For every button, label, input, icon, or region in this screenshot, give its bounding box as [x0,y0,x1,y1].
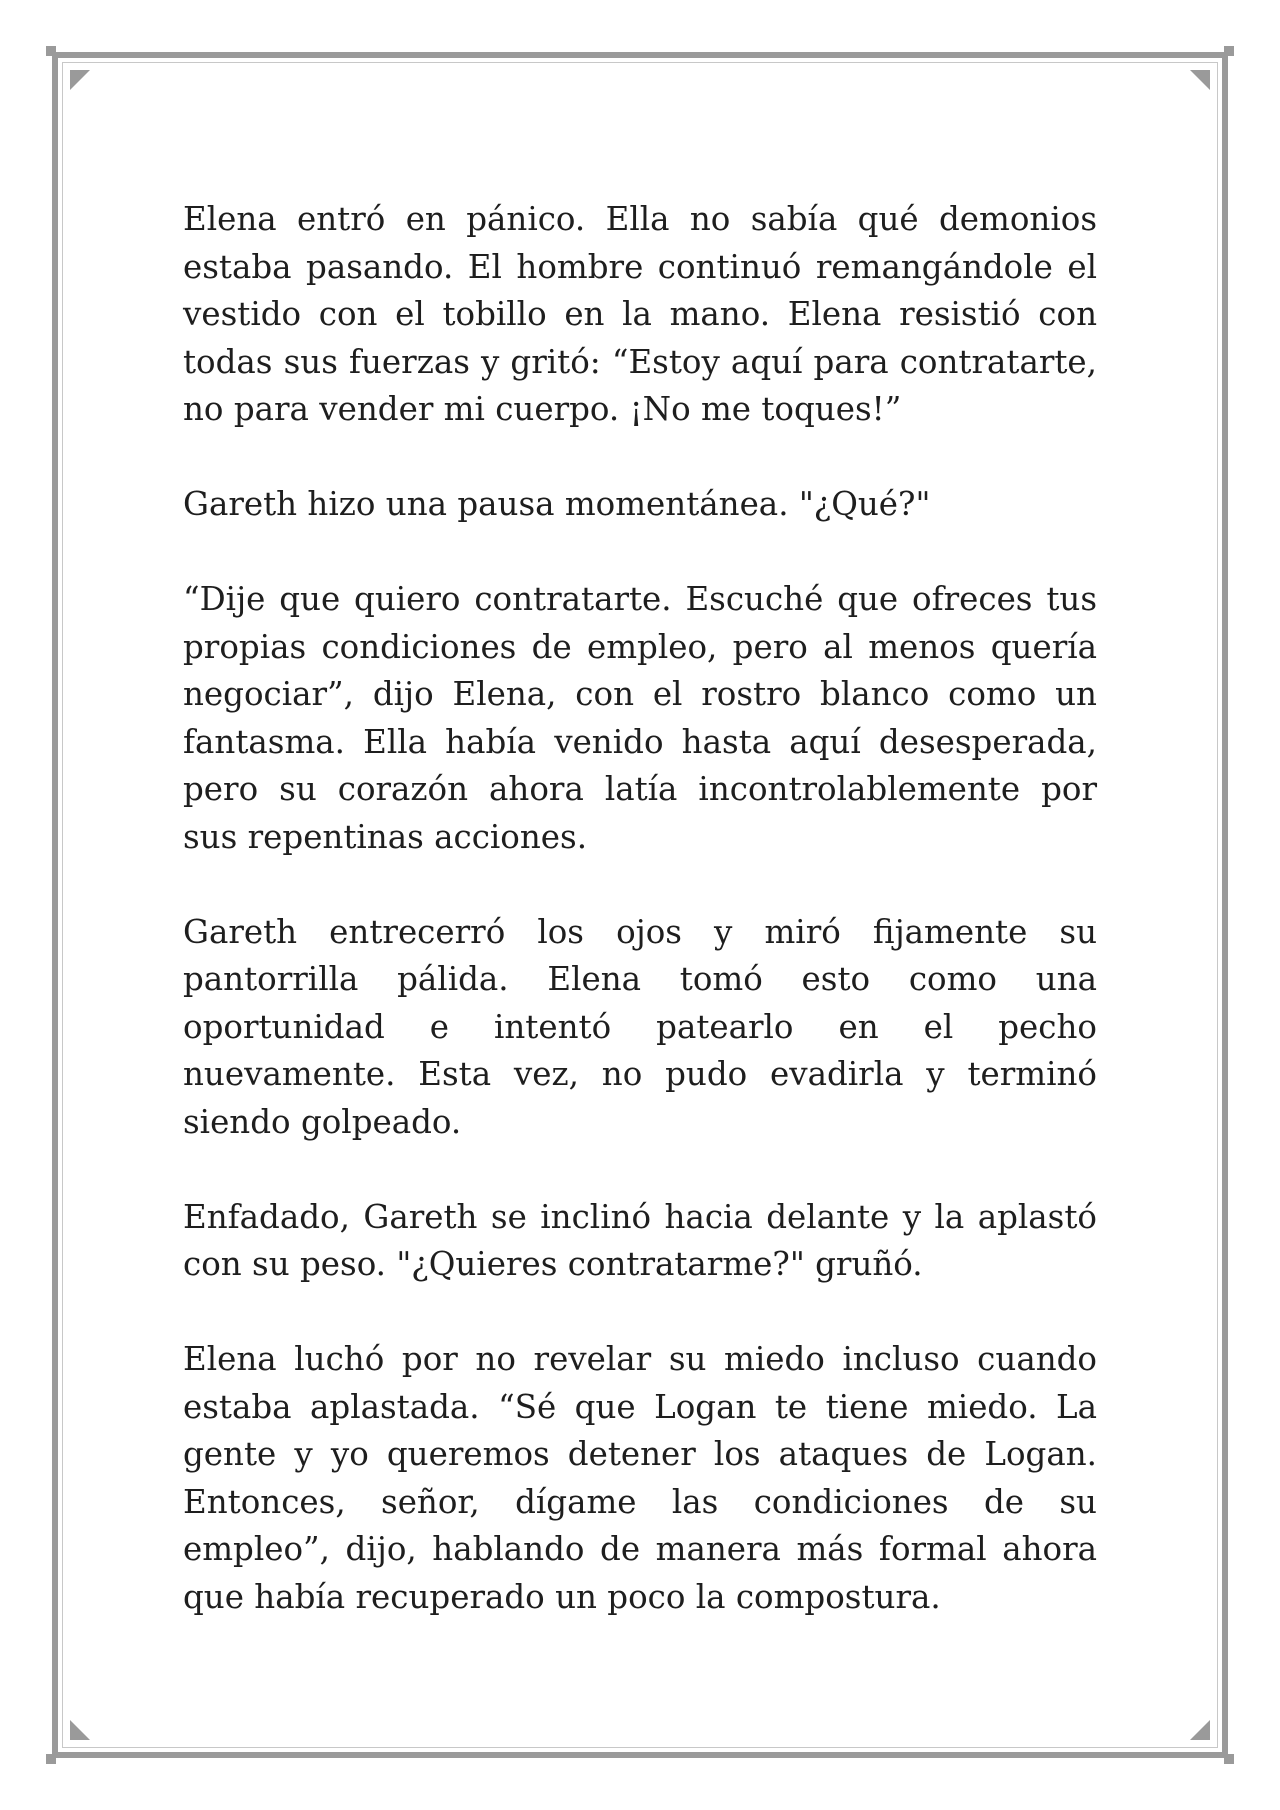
corner-triangle-bottom-right [1190,1720,1210,1740]
corner-triangle-top-right [1190,70,1210,90]
corner-ornament-bottom-left [46,1754,56,1764]
paragraph: Enfadado, Gareth se inclinó hacia delante y la aplastó con su peso. "¿Quieres contratarme?" gruñó. [183,1197,1097,1283]
corner-triangle-bottom-left [70,1720,90,1740]
paragraph: “Dije que quiero contratarte. Escuché que ofreces tus propias condiciones de empleo, pero al menos quería negociar”, dijo Elena, con el rostro blanco como un fantasma. Ella había venido hasta aquí desesperada, pero su corazón ahora latía incontrolablemente por sus repentinas acciones. [183,580,1097,856]
corner-ornament-top-left [46,46,56,56]
body-text [183,196,1097,1669]
corner-triangle-top-left [70,70,90,90]
corner-ornament-top-right [1224,46,1234,56]
paragraph: Gareth hizo una pausa momentánea. "¿Qué?" [183,485,931,523]
corner-ornament-bottom-right [1224,1754,1234,1764]
paragraph: Elena entró en pánico. Ella no sabía qué demonios estaba pasando. El hombre continuó remangándole el vestido con el tobillo en la mano. Elena resistió con todas sus fuerzas y gritó: “Estoy aquí para contratarte, no para vender mi cuerpo. ¡No me toques!” [183,200,1097,428]
paragraph: Elena luchó por no revelar su miedo incluso cuando estaba aplastada. “Sé que Logan te tiene miedo. La gente y yo queremos detener los ataques de Logan. Entonces, señor, dígame las condiciones de su empleo”, dijo, hablando de manera más formal ahora que había recuperado un poco la compostura. [183,1340,1097,1616]
paragraph: Gareth entrecerró los ojos y miró fijamente su pantorrilla pálida. Elena tomó esto como una oportunidad e intentó patearlo en el pecho nuevamente. Esta vez, no pudo evadirla y terminó siendo golpeado. [183,912,1097,1141]
